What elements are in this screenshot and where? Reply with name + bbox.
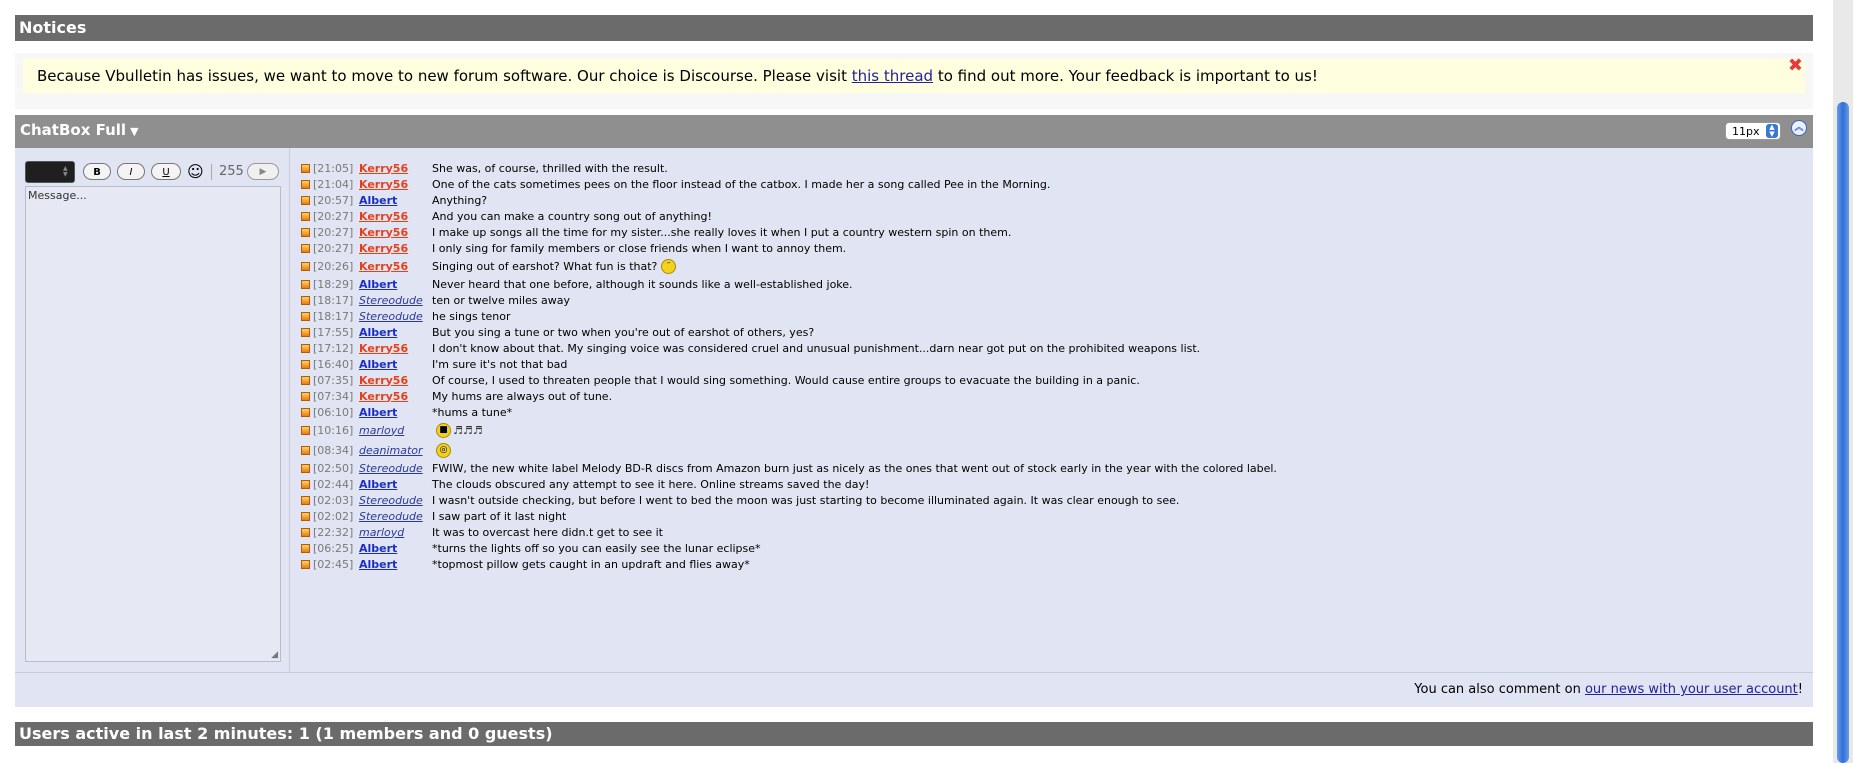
message-menu-icon[interactable] bbox=[301, 376, 310, 385]
message-text: It was to overcast here didn.t get to see it bbox=[432, 525, 663, 539]
font-size-select[interactable] bbox=[1725, 122, 1781, 140]
message-time: [06:25] bbox=[313, 541, 354, 555]
italic-button[interactable]: I bbox=[117, 163, 145, 180]
message-menu-icon[interactable] bbox=[301, 426, 310, 435]
message-menu-icon[interactable] bbox=[301, 496, 310, 505]
message-menu-icon[interactable] bbox=[301, 408, 310, 417]
chat-row bbox=[301, 356, 1801, 372]
message-user-link[interactable]: Stereodude bbox=[359, 509, 423, 523]
message-user-link[interactable]: Stereodude bbox=[359, 493, 423, 507]
message-user-link[interactable]: Albert bbox=[359, 557, 398, 571]
message-user-link[interactable]: Kerry56 bbox=[359, 373, 409, 387]
chat-row bbox=[301, 292, 1801, 308]
message-time: [07:34] bbox=[313, 389, 354, 403]
message-menu-icon[interactable] bbox=[301, 262, 310, 271]
chat-row bbox=[301, 160, 1801, 176]
message-text: Singing out of earshot? What fun is that? bbox=[432, 259, 658, 273]
message-time: [21:05] bbox=[313, 161, 354, 175]
page-scrollbar[interactable] bbox=[1833, 0, 1853, 763]
message-time: [02:03] bbox=[313, 493, 354, 507]
message-menu-icon[interactable] bbox=[301, 464, 310, 473]
toolbar-divider bbox=[211, 164, 212, 180]
notices-header: Notices bbox=[15, 15, 1813, 41]
chat-row bbox=[301, 388, 1801, 404]
message-text: he sings tenor bbox=[432, 309, 511, 323]
message-menu-icon[interactable] bbox=[301, 528, 310, 537]
message-text: I don't know about that. My singing voice was considered cruel and unusual punishment...darn near got put on the prohibited weapons list. bbox=[432, 341, 1201, 355]
message-user-link[interactable]: Kerry56 bbox=[359, 259, 409, 273]
message-time: [06:10] bbox=[313, 405, 354, 419]
message-time: [17:12] bbox=[313, 341, 354, 355]
font-size-value: 11px bbox=[1732, 125, 1760, 138]
message-time: [02:02] bbox=[313, 509, 354, 523]
message-input[interactable] bbox=[25, 186, 281, 662]
select-arrows-icon: ▲ ▼ bbox=[1766, 124, 1778, 138]
compose-pane bbox=[15, 148, 290, 672]
message-user-link[interactable]: Kerry56 bbox=[359, 389, 409, 403]
users-active-header: Users active in last 2 minutes: 1 (1 members and 0 guests) bbox=[15, 722, 1813, 746]
message-time: [20:27] bbox=[313, 241, 354, 255]
message-placeholder: Message... bbox=[28, 189, 87, 202]
footer-text-before: You can also comment on bbox=[1414, 682, 1585, 697]
message-menu-icon[interactable] bbox=[301, 196, 310, 205]
page-wrap bbox=[15, 15, 1813, 746]
message-menu-icon[interactable] bbox=[301, 312, 310, 321]
message-time: [10:16] bbox=[313, 423, 354, 437]
message-user-link[interactable]: Kerry56 bbox=[359, 177, 409, 191]
notice-box bbox=[15, 53, 1813, 109]
bold-button[interactable]: B bbox=[83, 163, 111, 180]
chat-row bbox=[301, 240, 1801, 256]
cool-emoticon-icon: ■ bbox=[436, 423, 451, 438]
chat-row bbox=[301, 224, 1801, 240]
message-time: [02:44] bbox=[313, 477, 354, 491]
message-text: I'm sure it's not that bad bbox=[432, 357, 568, 371]
chat-row bbox=[301, 404, 1801, 420]
message-menu-icon[interactable] bbox=[301, 446, 310, 455]
message-menu-icon[interactable] bbox=[301, 344, 310, 353]
char-count: 255 bbox=[219, 164, 244, 179]
chat-row bbox=[301, 508, 1801, 524]
tongue-emoticon-icon: ᵔ bbox=[661, 259, 676, 274]
message-text: *hums a tune* bbox=[432, 405, 513, 419]
message-user-link[interactable]: Kerry56 bbox=[359, 341, 409, 355]
message-user-link[interactable]: Albert bbox=[359, 325, 398, 339]
chat-row bbox=[301, 556, 1801, 572]
chat-row bbox=[301, 176, 1801, 192]
message-text: FWIW, the new white label Melody BD-R discs from Amazon burn just as nicely as the ones that went out of stock early in the year with the colored label. bbox=[432, 461, 1277, 475]
chat-row bbox=[301, 340, 1801, 356]
message-text: I saw part of it last night bbox=[432, 509, 567, 523]
confused-emoticon-icon: ◎ bbox=[436, 443, 451, 458]
smiley-icon[interactable]: ☺ bbox=[187, 162, 204, 181]
footer-news-link[interactable]: our news with your user account bbox=[1584, 682, 1798, 697]
chat-row bbox=[301, 372, 1801, 388]
message-text: Of course, I used to threaten people that I would sing something. Would cause entire groups to evacuate the building in a panic. bbox=[432, 373, 1140, 387]
close-icon[interactable]: ✖ bbox=[1787, 55, 1803, 76]
chat-row bbox=[301, 440, 1801, 460]
notice-thread-link[interactable]: this thread bbox=[851, 67, 934, 85]
message-user-link[interactable]: Stereodude bbox=[359, 293, 423, 307]
underline-button[interactable]: U bbox=[151, 163, 181, 180]
message-menu-icon[interactable] bbox=[301, 512, 310, 521]
message-text: I make up songs all the time for my sister...she really loves it when I put a country western spin on them. bbox=[432, 225, 1012, 239]
send-button[interactable]: ▶ bbox=[247, 163, 279, 180]
message-user-link[interactable]: marloyd bbox=[359, 423, 405, 437]
message-text: I wasn't outside checking, but before I went to bed the moon was just starting to become illuminated again. It was clear enough to see. bbox=[432, 493, 1180, 507]
chat-row bbox=[301, 324, 1801, 340]
message-text: But you sing a tune or two when you're out of earshot of others, yes? bbox=[432, 325, 815, 339]
message-time: [20:57] bbox=[313, 193, 354, 207]
message-user-link[interactable]: marloyd bbox=[359, 525, 405, 539]
message-time: [02:50] bbox=[313, 461, 354, 475]
message-time: [20:27] bbox=[313, 225, 354, 239]
message-time: [16:40] bbox=[313, 357, 354, 371]
message-text: ten or twelve miles away bbox=[432, 293, 571, 307]
select-arrows-icon: ▲ ▼ bbox=[63, 165, 68, 178]
chat-row bbox=[301, 192, 1801, 208]
message-text: And you can make a country song out of anything! bbox=[432, 209, 712, 223]
chat-messages bbox=[301, 160, 1801, 572]
notice-text-before: Because Vbulletin has issues, we want to move to new forum software. Our choice is Discourse. Please visit bbox=[37, 67, 852, 85]
message-text: *turns the lights off so you can easily see the lunar eclipse* bbox=[432, 541, 761, 555]
notice-message bbox=[23, 59, 1805, 93]
chatbox-header bbox=[15, 115, 1813, 148]
message-text: The clouds obscured any attempt to see it here. Online streams saved the day! bbox=[432, 477, 870, 491]
color-picker[interactable] bbox=[25, 161, 75, 183]
message-menu-icon[interactable] bbox=[301, 228, 310, 237]
message-menu-icon[interactable] bbox=[301, 164, 310, 173]
message-time: [02:45] bbox=[313, 557, 354, 571]
message-user-link[interactable]: Stereodude bbox=[359, 309, 423, 323]
message-menu-icon[interactable] bbox=[301, 280, 310, 289]
chatbox-body bbox=[15, 148, 1813, 672]
music-notes-icon: ♬♬♬ bbox=[453, 423, 483, 437]
chat-row bbox=[301, 460, 1801, 476]
chat-row bbox=[301, 540, 1801, 556]
message-text: Never heard that one before, although it sounds like a well-established joke. bbox=[432, 277, 853, 291]
message-user-link[interactable]: Albert bbox=[359, 277, 398, 291]
message-user-link[interactable]: Albert bbox=[359, 541, 398, 555]
message-text: My hums are always out of tune. bbox=[432, 389, 613, 403]
message-user-link[interactable]: Kerry56 bbox=[359, 241, 409, 255]
chat-row bbox=[301, 256, 1801, 276]
caret-down-icon[interactable]: ▼ bbox=[130, 125, 139, 138]
scrollbar-thumb[interactable] bbox=[1837, 102, 1849, 763]
notice-text-after: to find out more. Your feedback is important to us! bbox=[933, 67, 1318, 85]
message-menu-icon[interactable] bbox=[301, 560, 310, 569]
chat-row bbox=[301, 476, 1801, 492]
message-text: She was, of course, thrilled with the result. bbox=[432, 161, 668, 175]
collapse-icon[interactable]: ︽ bbox=[1791, 120, 1807, 136]
message-menu-icon[interactable] bbox=[301, 296, 310, 305]
message-time: [21:04] bbox=[313, 177, 354, 191]
chat-row bbox=[301, 492, 1801, 508]
message-user-link[interactable]: Albert bbox=[359, 357, 398, 371]
message-user-link[interactable]: Kerry56 bbox=[359, 209, 409, 223]
message-time: [07:35] bbox=[313, 373, 354, 387]
message-time: [20:26] bbox=[313, 259, 354, 273]
comment-footer bbox=[15, 672, 1813, 707]
message-menu-icon[interactable] bbox=[301, 392, 310, 401]
compose-toolbar bbox=[25, 161, 285, 183]
message-user-link[interactable]: Kerry56 bbox=[359, 161, 409, 175]
message-menu-icon[interactable] bbox=[301, 328, 310, 337]
message-user-link[interactable]: Albert bbox=[359, 405, 398, 419]
message-menu-icon[interactable] bbox=[301, 360, 310, 369]
message-time: [20:27] bbox=[313, 209, 354, 223]
message-text: I only sing for family members or close friends when I want to annoy them. bbox=[432, 241, 847, 255]
message-time: [18:17] bbox=[313, 309, 354, 323]
message-time: [08:34] bbox=[313, 443, 354, 457]
message-time: [17:55] bbox=[313, 325, 354, 339]
message-text: One of the cats sometimes pees on the floor instead of the catbox. I made her a song called Pee in the Morning. bbox=[432, 177, 1051, 191]
chat-row bbox=[301, 524, 1801, 540]
chat-row bbox=[301, 276, 1801, 292]
message-text: *topmost pillow gets caught in an updraft and flies away* bbox=[432, 557, 750, 571]
message-menu-icon[interactable] bbox=[301, 180, 310, 189]
chat-row bbox=[301, 308, 1801, 324]
resize-handle-icon[interactable]: ◢ bbox=[271, 650, 278, 660]
message-user-link[interactable]: Stereodude bbox=[359, 461, 423, 475]
message-menu-icon[interactable] bbox=[301, 244, 310, 253]
message-user-link[interactable]: Albert bbox=[359, 477, 398, 491]
chat-row bbox=[301, 208, 1801, 224]
message-time: [18:17] bbox=[313, 293, 354, 307]
message-menu-icon[interactable] bbox=[301, 544, 310, 553]
message-menu-icon[interactable] bbox=[301, 480, 310, 489]
chat-row bbox=[301, 420, 1801, 440]
message-time: [22:32] bbox=[313, 525, 354, 539]
message-user-link[interactable]: Albert bbox=[359, 193, 398, 207]
message-text: Anything? bbox=[432, 193, 488, 207]
message-user-link[interactable]: deanimator bbox=[359, 443, 423, 457]
message-menu-icon[interactable] bbox=[301, 212, 310, 221]
footer-text-after: ! bbox=[1797, 682, 1803, 697]
message-user-link[interactable]: Kerry56 bbox=[359, 225, 409, 239]
message-time: [18:29] bbox=[313, 277, 354, 291]
chatbox-title[interactable]: ChatBox Full bbox=[20, 121, 127, 139]
